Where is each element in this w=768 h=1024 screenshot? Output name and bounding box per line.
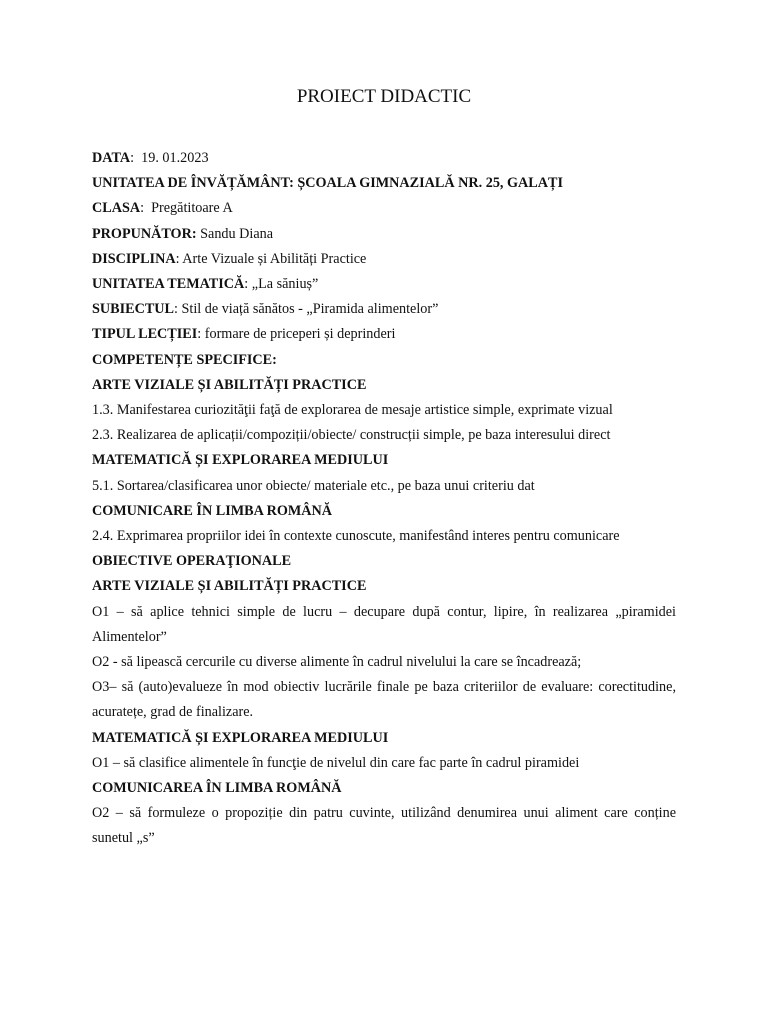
objective-item: O1 – să clasifice alimentele în funcţie de nivelul din care fac parte în cadrul piramidei <box>92 754 580 771</box>
theme-label: UNITATEA TEMATICĂ <box>92 276 245 293</box>
class-label: CLASA <box>92 200 141 217</box>
lesson-type-line: TIPUL LECȚIEI: formare de priceperi și deprinderi <box>92 326 396 343</box>
competences-avap-heading-text: ARTE VIZIALE ȘI ABILITĂȚI PRACTICE <box>92 376 367 393</box>
competence-item: 2.3. Realizarea de aplicații/compoziții/obiecte/ construcții simple, pe baza interesului direct <box>92 427 611 444</box>
competence-item: 2.4. Exprimarea propriilor idei în contexte cunoscute, manifestând interes pentru comunicare <box>92 528 620 545</box>
page-title: PROIECT DIDACTIC <box>296 86 472 107</box>
objective-item: O1 – să aplice tehnici simple de lucru – decupare după contur, lipire, în realizarea „piramidei Alimentelor” <box>92 603 676 645</box>
date-line: DATA: 19. 01.2023 <box>92 150 209 166</box>
competence-item: 5.1. Sortarea/clasificarea unor obiecte/ materiale etc., pe baza unui criteriu dat <box>92 477 535 494</box>
date-value: 19. 01.2023 <box>141 150 209 166</box>
theme-value: „La săniuș” <box>251 276 319 293</box>
discipline-line: DISCIPLINA: Arte Vizuale și Abilități Practice <box>92 250 367 267</box>
competences-heading <box>92 348 676 373</box>
subject-label: SUBIECTUL <box>92 301 175 318</box>
theme-line: UNITATEA TEMATICĂ: „La săniuș” <box>92 276 319 293</box>
objectives-avap-heading <box>92 574 676 599</box>
objectives-heading-text: OBIECTIVE OPERAŢIONALE <box>92 553 292 570</box>
competence-item: 1.3. Manifestarea curiozităţii faţă de explorarea de mesaje artistice simple, exprimate vizual <box>92 402 613 419</box>
teacher-value: Sandu Diana <box>200 225 274 242</box>
competences-mem-heading <box>92 448 676 473</box>
objective-item: O2 – să formuleze o propoziție din patru cuvinte, utilizând denumirea unui aliment care conține sunetul „s” <box>92 805 676 847</box>
objectives-clr-heading-text: COMUNICAREA ÎN LIMBA ROMÂNĂ <box>92 780 342 797</box>
teacher-line <box>92 222 676 247</box>
class-value: Pregătitoare A <box>151 200 233 217</box>
competences-avap-heading <box>92 373 676 398</box>
discipline-value: Arte Vizuale și Abilități Practice <box>182 250 367 267</box>
objective-item: O2 - să lipească cercurile cu diverse alimente în cadrul nivelului la care se încadrează; <box>92 654 582 671</box>
objectives-avap-heading-text: ARTE VIZIALE ȘI ABILITĂȚI PRACTICE <box>92 578 367 595</box>
objectives-mem-heading <box>92 726 676 751</box>
class-line: CLASA: Pregătitoare A <box>92 200 233 217</box>
objectives-mem-heading-text: MATEMATICĂ ȘI EXPLORAREA MEDIULUI <box>92 729 389 746</box>
subject-value: Stil de viață sănătos - „Piramida alimentelor” <box>181 301 439 318</box>
document-body <box>92 146 676 852</box>
school-text: UNITATEA DE ÎNVĂȚĂMÂNT: ȘCOALA GIMNAZIALĂ NR. 25, GALAȚI <box>92 175 563 192</box>
discipline-label: DISCIPLINA <box>92 250 176 267</box>
lesson-type-value: formare de priceperi și deprinderi <box>204 326 396 343</box>
subject-line: SUBIECTUL: Stil de viață sănătos - „Piramida alimentelor” <box>92 301 439 318</box>
lesson-type-label: TIPUL LECȚIEI <box>92 326 198 343</box>
date-label: DATA <box>92 150 131 166</box>
objectives-clr-heading <box>92 776 676 801</box>
objective-item: O3– să (auto)evalueze în mod obiectiv lucrările finale pe baza criteriilor de evaluare: corectitudine, acuratețe, grad de finalizare. <box>92 679 676 721</box>
school-line <box>92 171 676 196</box>
competences-clr-heading <box>92 499 676 524</box>
competences-clr-heading-text: COMUNICARE ÎN LIMBA ROMÂNĂ <box>92 502 333 519</box>
objectives-heading <box>92 549 676 574</box>
competences-mem-heading-text: MATEMATICĂ ȘI EXPLORAREA MEDIULUI <box>92 452 389 469</box>
competences-heading-text: COMPETENȚE SPECIFICE: <box>92 351 277 368</box>
teacher-label: PROPUNĂTOR: <box>92 225 197 242</box>
